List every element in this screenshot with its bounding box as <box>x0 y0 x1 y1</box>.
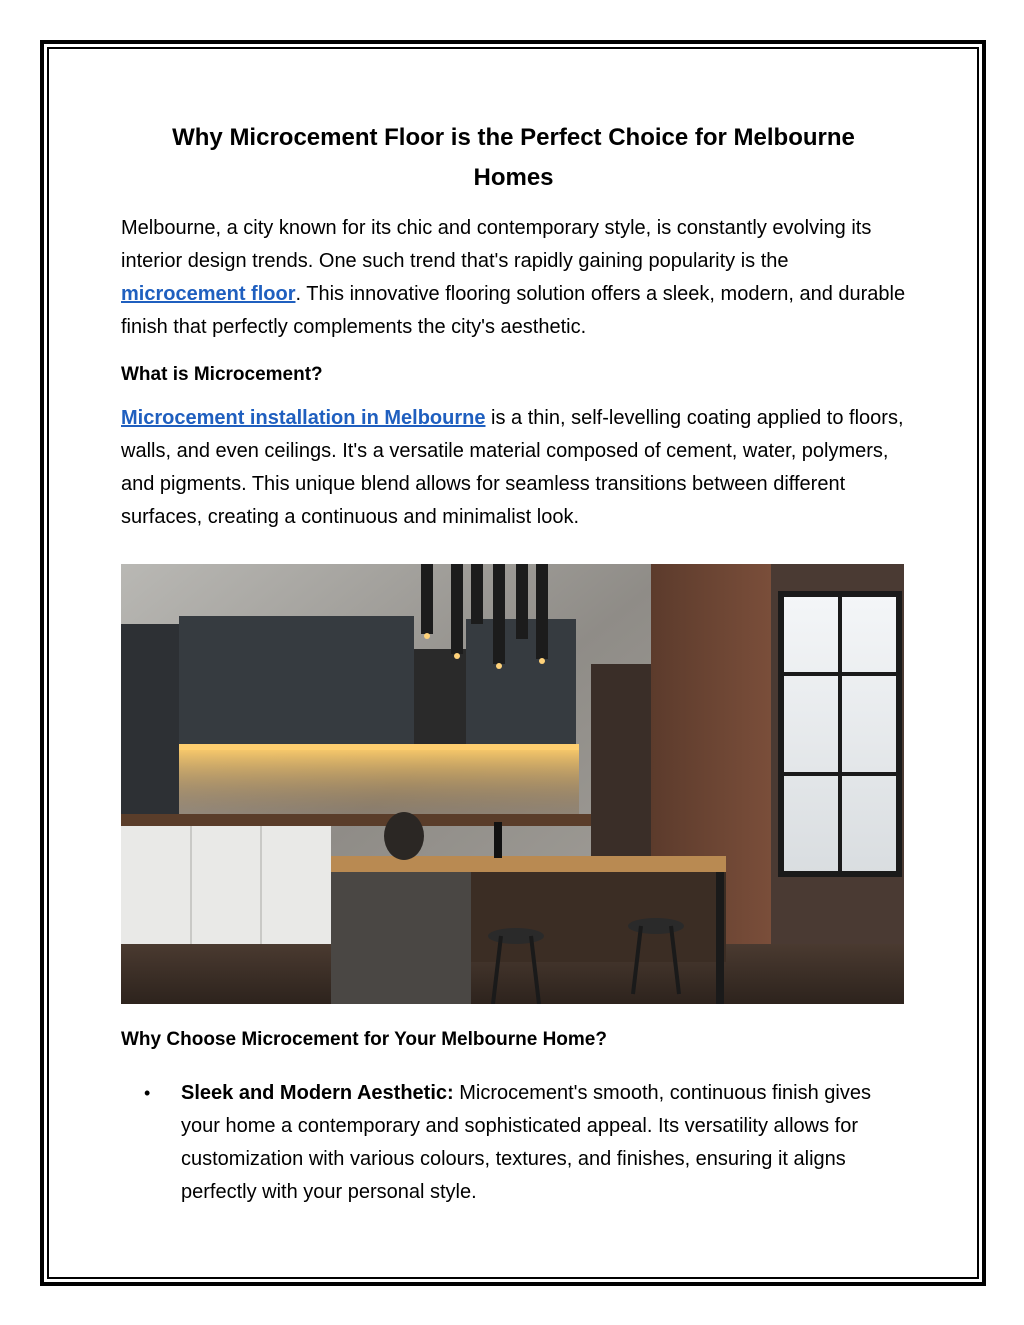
what-is-paragraph <box>121 402 906 534</box>
kitchen-photo <box>121 564 904 1004</box>
list-item <box>121 1077 906 1209</box>
document-title: Why Microcement Floor is the Perfect Choice for Melbourne Homes <box>172 124 855 191</box>
microcement-installation-link[interactable]: Microcement installation in Melbourne <box>121 407 486 429</box>
feature-text: Microcement's smooth, continuous finish gives your home a contemporary and sophisticated appeal. Its versatility allows for customization with various colours, textures, and finishes, ensuring it aligns perfectly with your personal style. <box>181 1082 871 1203</box>
what-is-text: is a thin, self-levelling coating applied to floors, walls, and even ceilings. It's a versatile material composed of cement, water, polymers, and pigments. This unique blend allows for seamless transitions between different surfaces, creating a continuous and minimalist look. <box>121 407 904 528</box>
bullet-icon: • <box>144 1083 151 1103</box>
document-body <box>121 118 906 534</box>
feature-label: Sleek and Modern Aesthetic: <box>181 1082 454 1104</box>
intro-paragraph <box>121 212 906 344</box>
microcement-floor-link[interactable]: microcement floor <box>121 283 296 305</box>
intro-text-before: Melbourne, a city known for its chic and contemporary style, is constantly evolving its interior design trends. One such trend that's rapidly gaining popularity is the <box>121 217 872 272</box>
section-heading-what-is: What is Microcement? <box>121 364 323 385</box>
section-heading-why-choose: Why Choose Microcement for Your Melbourne Home? <box>121 1029 607 1050</box>
intro-text-after: . This innovative flooring solution offers a sleek, modern, and durable finish that perfectly complements the city's aesthetic. <box>121 283 906 338</box>
section-why-choose <box>121 1025 906 1209</box>
feature-list <box>121 1077 906 1209</box>
